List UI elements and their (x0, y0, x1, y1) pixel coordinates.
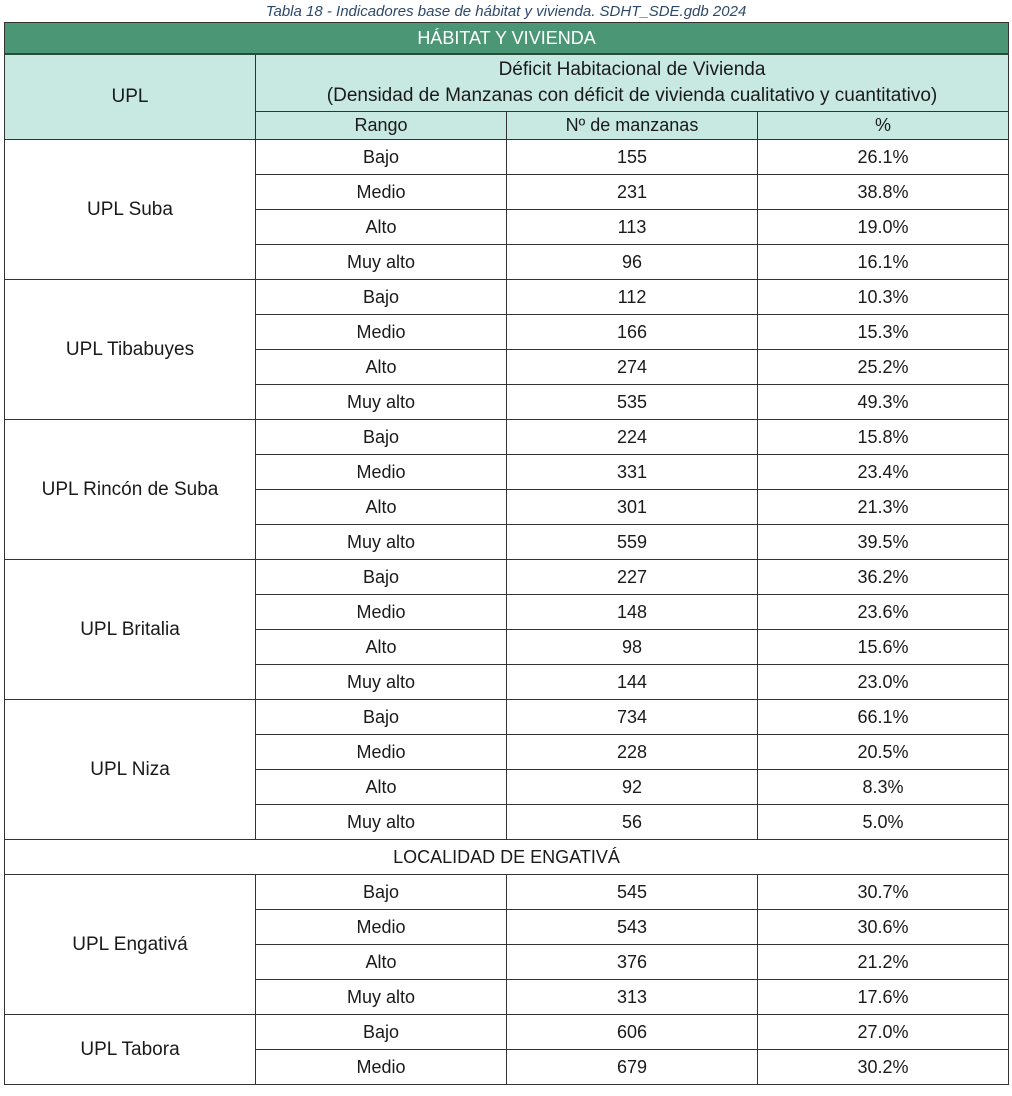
rango-cell: Bajo (256, 140, 507, 175)
pct-cell: 20.5% (758, 735, 1009, 770)
manzanas-cell: 274 (507, 350, 758, 385)
manzanas-cell: 606 (507, 1015, 758, 1050)
pct-cell: 23.4% (758, 455, 1009, 490)
rango-column-header: Rango (256, 112, 507, 140)
table-row (5, 700, 1009, 735)
upl-name-cell: UPL Suba (5, 140, 256, 280)
rango-cell: Medio (256, 175, 507, 210)
rango-cell: Bajo (256, 420, 507, 455)
pct-cell: 10.3% (758, 280, 1009, 315)
upl-name-cell: UPL Engativá (5, 875, 256, 1015)
rango-cell: Muy alto (256, 525, 507, 560)
rango-cell: Medio (256, 315, 507, 350)
pct-cell: 8.3% (758, 770, 1009, 805)
manzanas-cell: 376 (507, 945, 758, 980)
upl-name-cell: UPL Niza (5, 700, 256, 840)
habitat-table (4, 22, 1009, 1085)
rango-cell: Medio (256, 1050, 507, 1085)
upl-name-cell: UPL Tabora (5, 1015, 256, 1085)
pct-cell: 21.2% (758, 945, 1009, 980)
pct-cell: 21.3% (758, 490, 1009, 525)
rango-cell: Muy alto (256, 385, 507, 420)
table-row (5, 560, 1009, 595)
deficit-title: Déficit Habitacional de Vivienda (498, 59, 766, 80)
manzanas-cell: 148 (507, 595, 758, 630)
section-label: LOCALIDAD DE ENGATIVÁ (5, 840, 1009, 875)
table-row (5, 1015, 1009, 1050)
upl-name-cell: UPL Tibabuyes (5, 280, 256, 420)
manzanas-cell: 144 (507, 665, 758, 700)
rango-cell: Muy alto (256, 980, 507, 1015)
manzanas-cell: 113 (507, 210, 758, 245)
manzanas-cell: 559 (507, 525, 758, 560)
table-caption: Tabla 18 - Indicadores base de hábitat y vivienda. SDHT_SDE.gdb 2024 (265, 3, 747, 20)
section-row (5, 840, 1009, 875)
pct-cell: 26.1% (758, 140, 1009, 175)
rango-cell: Bajo (256, 1015, 507, 1050)
pct-column-header: % (758, 112, 1009, 140)
rango-cell: Bajo (256, 560, 507, 595)
manzanas-cell: 535 (507, 385, 758, 420)
pct-cell: 16.1% (758, 245, 1009, 280)
manzanas-cell: 98 (507, 630, 758, 665)
table-row (5, 140, 1009, 175)
deficit-subtitle: (Densidad de Manzanas con déficit de vivienda cualitativo y cuantitativo) (326, 85, 938, 106)
pct-cell: 15.8% (758, 420, 1009, 455)
rango-cell: Alto (256, 350, 507, 385)
manzanas-cell: 112 (507, 280, 758, 315)
pct-cell: 25.2% (758, 350, 1009, 385)
manzanas-cell: 734 (507, 700, 758, 735)
rango-cell: Alto (256, 770, 507, 805)
manzanas-cell: 679 (507, 1050, 758, 1085)
pct-cell: 30.6% (758, 910, 1009, 945)
table-row (5, 280, 1009, 315)
pct-cell: 49.3% (758, 385, 1009, 420)
rango-cell: Alto (256, 490, 507, 525)
manzanas-cell: 231 (507, 175, 758, 210)
table-body (5, 140, 1009, 1085)
rango-cell: Muy alto (256, 665, 507, 700)
manzanas-column-header: Nº de manzanas (507, 112, 758, 140)
table-row (5, 420, 1009, 455)
rango-cell: Medio (256, 910, 507, 945)
manzanas-cell: 166 (507, 315, 758, 350)
manzanas-cell: 155 (507, 140, 758, 175)
pct-cell: 30.7% (758, 875, 1009, 910)
manzanas-cell: 545 (507, 875, 758, 910)
rango-cell: Medio (256, 595, 507, 630)
deficit-title-header (256, 54, 1009, 112)
upl-name-cell: UPL Britalia (5, 560, 256, 700)
manzanas-cell: 331 (507, 455, 758, 490)
pct-cell: 39.5% (758, 525, 1009, 560)
pct-cell: 23.6% (758, 595, 1009, 630)
pct-cell: 23.0% (758, 665, 1009, 700)
pct-cell: 15.6% (758, 630, 1009, 665)
table-banner: HÁBITAT Y VIVIENDA (5, 23, 1009, 55)
pct-cell: 38.8% (758, 175, 1009, 210)
rango-cell: Alto (256, 945, 507, 980)
pct-cell: 19.0% (758, 210, 1009, 245)
manzanas-cell: 92 (507, 770, 758, 805)
manzanas-cell: 228 (507, 735, 758, 770)
rango-cell: Alto (256, 630, 507, 665)
pct-cell: 15.3% (758, 315, 1009, 350)
pct-cell: 5.0% (758, 805, 1009, 840)
manzanas-cell: 227 (507, 560, 758, 595)
manzanas-cell: 224 (507, 420, 758, 455)
manzanas-cell: 543 (507, 910, 758, 945)
rango-cell: Alto (256, 210, 507, 245)
rango-cell: Medio (256, 455, 507, 490)
rango-cell: Bajo (256, 700, 507, 735)
pct-cell: 27.0% (758, 1015, 1009, 1050)
manzanas-cell: 56 (507, 805, 758, 840)
upl-name-cell: UPL Rincón de Suba (5, 420, 256, 560)
manzanas-cell: 313 (507, 980, 758, 1015)
rango-cell: Muy alto (256, 805, 507, 840)
pct-cell: 66.1% (758, 700, 1009, 735)
table-row (5, 875, 1009, 910)
pct-cell: 36.2% (758, 560, 1009, 595)
rango-cell: Medio (256, 735, 507, 770)
pct-cell: 17.6% (758, 980, 1009, 1015)
upl-column-header: UPL (5, 54, 256, 140)
rango-cell: Bajo (256, 280, 507, 315)
manzanas-cell: 96 (507, 245, 758, 280)
rango-cell: Muy alto (256, 245, 507, 280)
rango-cell: Bajo (256, 875, 507, 910)
manzanas-cell: 301 (507, 490, 758, 525)
pct-cell: 30.2% (758, 1050, 1009, 1085)
